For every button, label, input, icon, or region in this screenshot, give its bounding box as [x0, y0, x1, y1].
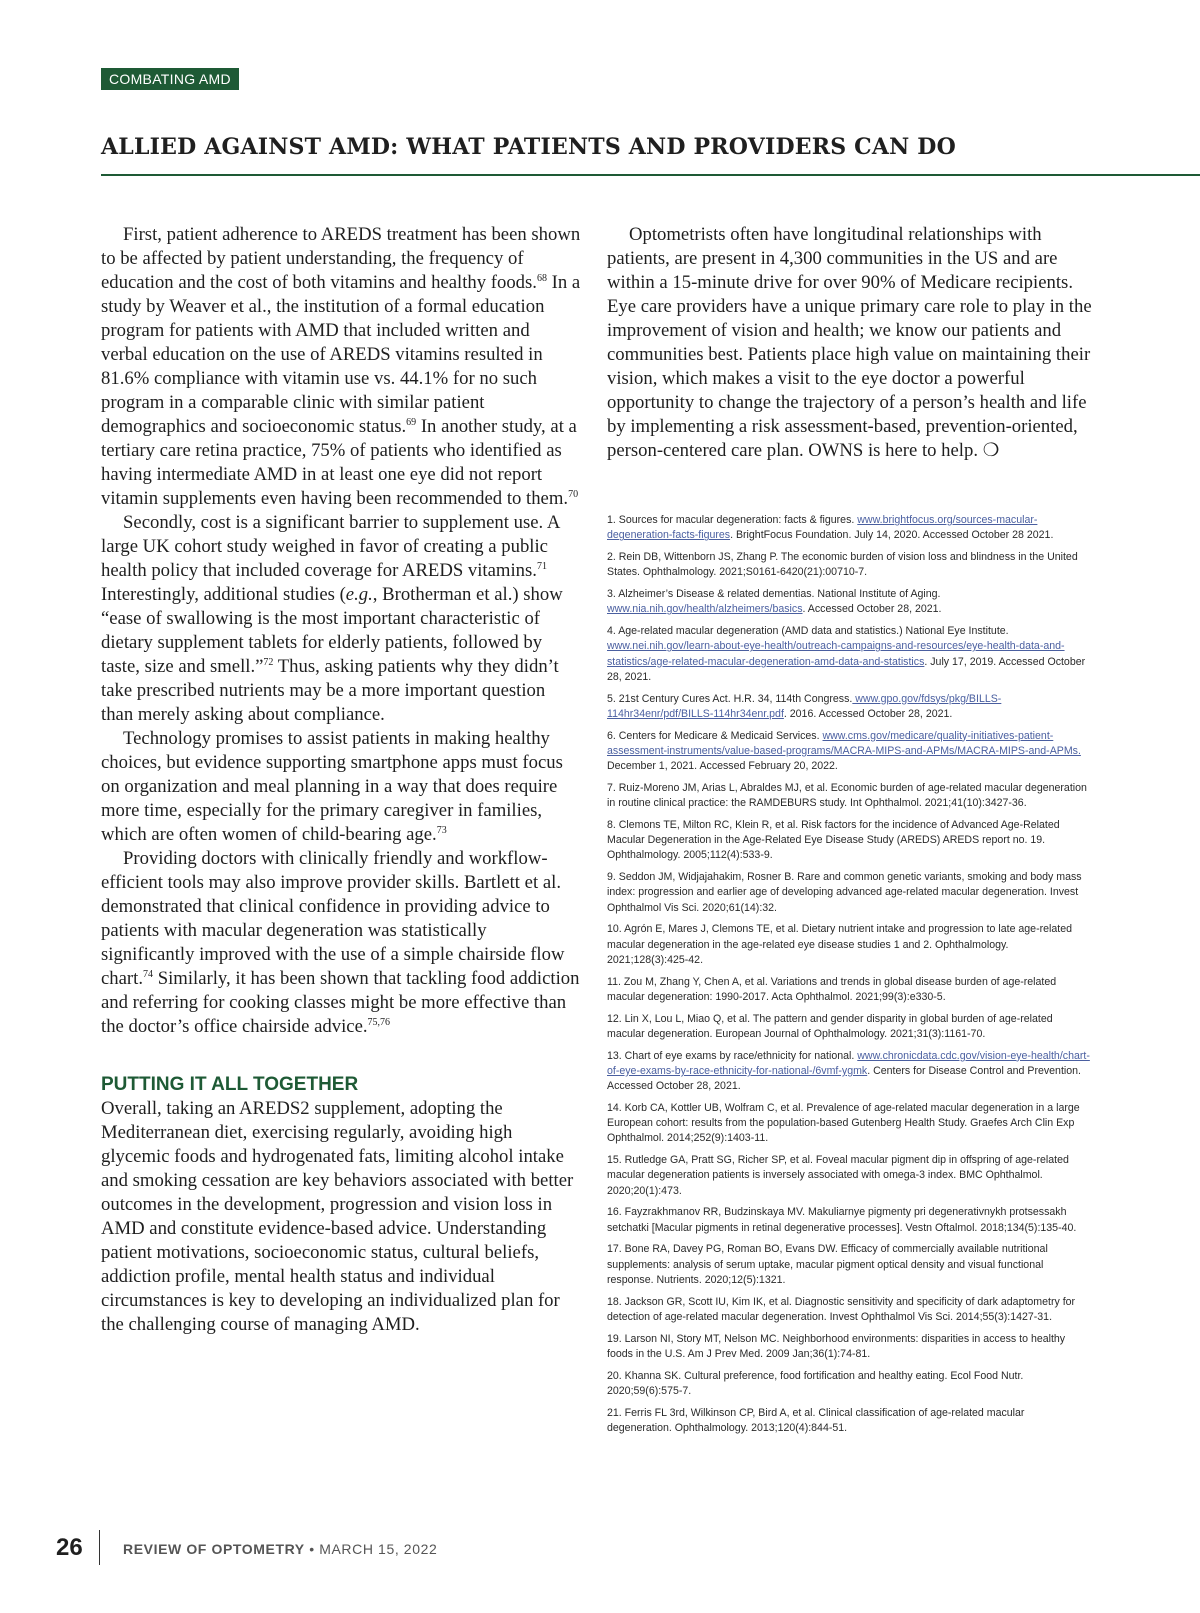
- end-mark-icon: ❍: [982, 440, 1000, 461]
- citation: 75,76: [367, 1017, 391, 1028]
- footer-publication: REVIEW OF OPTOMETRY • MARCH 15, 2022: [123, 1541, 438, 1557]
- reference-item: 16. Fayzrakhmanov RR, Budzinskaya MV. Makuliarnye pigmenty pri degenerativnykh protsessakh setchatki [Macular pigments in retinal degenerative processes]. Vestn Oftalmol. 2018;134(5):135-40.: [607, 1206, 1077, 1234]
- body-paragraph-4: Providing doctors with clinically friendly and workflow-efficient tools may also improve provider skills. Bartlett et al. demonstrated that clinical confidence in providing advice to patients with macular degeneration was statistically significantly improved with the use of a simple chairside flow chart.$^{74}$ Similarly, it has been shown that tackling food addiction and referring for cooking classes might be more effective than the doctor’s office chairside advice.$^{75,76}$: [101, 848, 580, 1037]
- reference-item: 20. Khanna SK. Cultural preference, food fortification and healthy eating. Ecol Food Nutr. 2020;59(6):575-7.: [607, 1369, 1024, 1397]
- reference-item: 13. Chart of eye exams by race/ethnicity for national. www.chronicdata.cdc.gov/vision-eye-health/chart-of-eye-exams-by-race-ethnicity-for-national-/6vmf-ygmk. Centers for Disease Control and Prevention. Accessed October 28, 2021.: [607, 1049, 1090, 1093]
- body-paragraph-5: Overall, taking an AREDS2 supplement, adopting the Mediterranean diet, exercising regularly, avoiding high glycemic foods and hydrogenated fats, limiting alcohol intake and smoking cessation are key behaviors associated with better outcomes in the development, progression and vision loss in AMD and constitute evidence-based advice. Understanding patient motivations, socioeconomic status, cultural beliefs, addiction profile, mental health status and individual circumstances is key to developing an individualized plan for the challenging course of managing AMD.: [101, 1098, 574, 1335]
- body-paragraph-3: Technology promises to assist patients in making healthy choices, but evidence supporting smartphone apps must focus on organization and meal planning in a way that does require more time, especially for the primary caregiver in families, which are often women of child-bearing age.$^{73}$: [101, 728, 563, 845]
- reference-link[interactable]: www.cms.gov/medicare/quality-initiatives-patient-assessment-instruments/value-based-programs/MACRA-MIPS-and-APMs/MACRA-MIPS-and-APMs.: [607, 729, 1081, 757]
- reference-item: 11. Zou M, Zhang Y, Chen A, et al. Variations and trends in global disease burden of age-related macular degeneration: 1990-2017. Acta Ophthalmol. 2021;99(3):e330-5.: [607, 975, 1057, 1003]
- footer-divider: [99, 1530, 100, 1565]
- reference-item: 8. Clemons TE, Milton RC, Klein R, et al. Risk factors for the incidence of Advanced Age-Related Macular Degeneration in the Age-Related Eye Disease Study (AREDS) AREDS report no. 19. Ophthalmology. 2005;112(4):533-9.: [607, 818, 1060, 862]
- reference-item: 7. Ruiz-Moreno JM, Arias L, Abraldes MJ, et al. Economic burden of age-related macular degeneration in routine clinical practice: the RAMDEBURS study. Int Ophthalmol. 2021;41(10):3427-36.: [607, 781, 1087, 810]
- reference-item: 15. Rutledge GA, Pratt SG, Richer SP, et al. Foveal macular pigment dip in offspring of age-related macular degeneration patients is inversely associated with omega-3 index. BMC Ophthalmol. 2020;20(1):473.: [607, 1154, 1069, 1197]
- references-list: [607, 513, 1091, 1443]
- reference-item: 17. Bone RA, Davey PG, Roman BO, Evans DW. Efficacy of commercially available nutritional supplements: analysis of serum uptake, macular pigment optical density and visual functional response. Nutrients. 2020;12(5):1321.: [607, 1243, 1048, 1287]
- citation: 72: [263, 657, 274, 668]
- citation: 68: [536, 273, 547, 284]
- reference-link[interactable]: www.brightfocus.org/sources-macular-degeneration-facts-figures: [607, 514, 1038, 542]
- reference-item: 3. Alzheimer’s Disease & related dementias. National Institute of Aging. www.nia.nih.gov/health/alzheimers/basics. Accessed October 28, 2021.: [607, 587, 942, 616]
- reference-link[interactable]: www.gpo.gov/fdsys/pkg/BILLS-114hr34enr/pdf/BILLS-114hr34enr.pdf: [607, 692, 1002, 720]
- body-paragraph-6: Optometrists often have longitudinal relationships with patients, are present in 4,300 communities in the US and are within a 15-minute drive for over 90% of Medicare recipients. Eye care providers have a unique primary care role to play in the improvement of vision and health; we know our patients and communities best. Patients place high value on maintaining their vision, which makes a visit to the eye doctor a powerful opportunity to change the trajectory of a person’s health and life by implementing a risk assessment-based, prevention-oriented, person-centered care plan. OWNS is here to help. ❍: [607, 224, 1092, 461]
- citation: 73: [436, 825, 447, 836]
- title-divider: [101, 174, 1200, 176]
- article-title: ALLIED AGAINST AMD: WHAT PATIENTS AND PROVIDERS CAN DO: [101, 134, 956, 160]
- reference-item: 12. Lin X, Lou L, Miao Q, et al. The pattern and gender disparity in global burden of age-related macular degeneration. European Journal of Ophthalmology. 2021;31(3):1161-70.: [607, 1012, 1053, 1040]
- body-paragraph-2: Secondly, cost is a significant barrier to supplement use. A large UK cohort study weighed in favor of creating a public health policy that included coverage for AREDS vitamins.$^{71}$ Interestingly, additional studies (e.g., Brotherman et al.) show “ease of swallowing is the most important characteristic of dietary supplement tablets for elderly patients, followed by taste, size and smell.”$^{72}$ Thus, asking patients why they didn’t take prescribed nutrients may be a more important question than merely asking about compliance.: [101, 512, 563, 725]
- reference-link[interactable]: www.nei.nih.gov/learn-about-eye-health/outreach-campaigns-and-resources/eye-health-data-and-statistics/age-related-macular-degeneration-amd-data-and-statistics: [607, 640, 1065, 668]
- reference-item: 5. 21st Century Cures Act. H.R. 34, 114th Congress. www.gpo.gov/fdsys/pkg/BILLS-114hr34enr/pdf/BILLS-114hr34enr.pdf. 2016. Accessed October 28, 2021.: [607, 692, 1002, 720]
- citation: 69: [406, 417, 417, 428]
- citation: 74: [143, 969, 154, 980]
- reference-item: 4. Age-related macular degeneration (AMD data and statistics.) National Eye Institute. www.nei.nih.gov/learn-about-eye-health/outreach-campaigns-and-resources/eye-health-data-and-statistics/age-related-macular-degeneration-amd-data-and-statistics. July 17, 2019. Accessed October 28, 2021.: [607, 624, 1086, 683]
- reference-item: 6. Centers for Medicare & Medicaid Services. www.cms.gov/medicare/quality-initiatives-patient-assessment-instruments/value-based-programs/MACRA-MIPS-and-APMs/MACRA-MIPS-and-APMs. December 1, 2021. Accessed February 20, 2022.: [607, 729, 1081, 773]
- right-column: [607, 223, 1093, 463]
- reference-link[interactable]: www.chronicdata.cdc.gov/vision-eye-health/chart-of-eye-exams-by-race-ethnicity-for-national-/6vmf-ygmk: [607, 1049, 1090, 1077]
- reference-item: 14. Korb CA, Kottler UB, Wolfram C, et al. Prevalence of age-related macular degeneration in a large European cohort: results from the population-based Gutenberg Health Study. Graefes Arch Clin Exp Ophthalmol. 2014;252(9):1403-11.: [607, 1101, 1080, 1145]
- left-column: [101, 223, 581, 1337]
- section-tag: COMBATING AMD: [101, 68, 239, 90]
- citation: 70: [568, 489, 579, 500]
- reference-item: 18. Jackson GR, Scott IU, Kim IK, et al. Diagnostic sensitivity and specificity of dark adaptometry for detection of age-related macular degeneration. Invest Ophthalmol Vis Sci. 2014;55(3):1427-31.: [607, 1295, 1076, 1323]
- reference-item: 10. Agrón E, Mares J, Clemons TE, et al. Dietary nutrient intake and progression to late age-related macular degeneration in the age-related eye disease studies 1 and 2. Ophthalmology. 2021;128(3):425-42.: [607, 923, 1072, 966]
- reference-item: 19. Larson NI, Story MT, Nelson MC. Neighborhood environments: disparities in access to healthy foods in the U.S. Am J Prev Med. 2009 Jan;36(1):74-81.: [607, 1332, 1066, 1360]
- body-paragraph-1: First, patient adherence to AREDS treatment has been shown to be affected by patient understanding, the frequency of education and the cost of both vitamins and healthy foods.$^{68}$ In a study by Weaver et al., the institution of a formal education program for patients with AMD that included written and verbal education on the use of AREDS vitamins resulted in 81.6% compliance with vitamin use vs. 44.1% for no such program in a comparable clinic with similar patient demographics and socioeconomic status.$^{69}$ In another study, at a tertiary care retina practice, 75% of patients who identified as having intermediate AMD in at least one eye did not report vitamin supplements even having been recommended to them.$^{70}$: [101, 224, 581, 509]
- reference-link[interactable]: www.nia.nih.gov/health/alzheimers/basics: [607, 603, 803, 616]
- reference-item: 1. Sources for macular degeneration: facts & figures. www.brightfocus.org/sources-macular-degeneration-facts-figures. BrightFocus Foundation. July 14, 2020. Accessed October 28 2021.: [607, 514, 1054, 542]
- page-number: 26: [56, 1534, 83, 1561]
- reference-item: 9. Seddon JM, Widjajahakim, Rosner B. Rare and common genetic variants, smoking and body mass index: progression and earlier age of developing advanced age-related macular degeneration. Invest Ophthalmol Vis Sci. 2020;61(14):32.: [607, 871, 1082, 914]
- section-subheading: PUTTING IT ALL TOGETHER: [101, 1074, 359, 1095]
- reference-item: 2. Rein DB, Wittenborn JS, Zhang P. The economic burden of vision loss and blindness in the United States. Ophthalmology. 2021;S0161-6420(21):00710-7.: [607, 550, 1078, 579]
- citation: 71: [536, 561, 547, 572]
- reference-item: 21. Ferris FL 3rd, Wilkinson CP, Bird A, et al. Clinical classification of age-related macular degeneration. Ophthalmology. 2013;120(4):844-51.: [607, 1406, 1025, 1434]
